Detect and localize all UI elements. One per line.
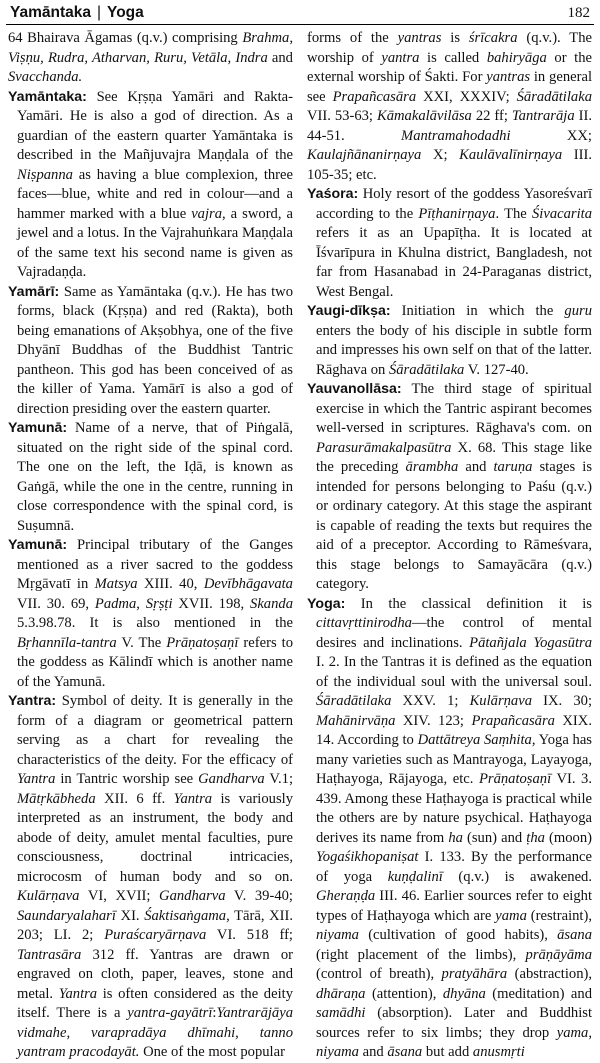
italic-term: Śāradātilaka bbox=[516, 88, 592, 105]
entry-text: enters the body of his disciple in subtle form and impresses his own self on that of the latter. Rāghava on bbox=[316, 322, 592, 378]
entry-headword: Yoga: bbox=[307, 595, 346, 612]
running-head-separator: | bbox=[97, 4, 102, 21]
entry-text: XXI, XXXIV; bbox=[416, 88, 517, 105]
dictionary-entry-yantra-cont bbox=[307, 29, 592, 185]
entry-text: XI. bbox=[115, 907, 145, 924]
italic-term: Yogaśikhopaniṣat bbox=[316, 849, 419, 865]
dictionary-entry-yantra bbox=[8, 692, 293, 1063]
italic-term: taruṇa bbox=[493, 459, 533, 475]
entry-headword: Yamārī: bbox=[8, 283, 60, 300]
entry-text: 5.3.98.78. It is also mentioned in the bbox=[17, 615, 293, 631]
running-head bbox=[6, 0, 594, 24]
italic-term: Tantrarāja bbox=[511, 108, 575, 124]
entry-text: (absorption). Later and Buddhist sources refer to six limbs; they drop bbox=[316, 1005, 592, 1041]
entry-text: XIII. 40, bbox=[137, 576, 204, 592]
dictionary-entry-yaugi-diksa bbox=[307, 302, 592, 380]
entry-text: in general see bbox=[307, 69, 593, 105]
italic-term: Mantramahodadhi bbox=[401, 127, 511, 144]
italic-term: cittavṛttinirodha bbox=[316, 615, 412, 631]
italic-term: śrīcakra bbox=[468, 30, 518, 46]
italic-term: Gandharva bbox=[198, 771, 265, 787]
italic-term: guru bbox=[564, 303, 592, 319]
italic-term: Prāṇatoṣaṇī bbox=[478, 771, 552, 787]
italic-term: Kulārṇava bbox=[469, 693, 533, 709]
entry-text: (attention), bbox=[365, 985, 443, 1002]
entry-text: , Yoga has many varieties such as Mantrayoga, Layayoga, Haṭhayoga, Rājayoga, etc. bbox=[316, 732, 592, 787]
italic-term: Parasurāmakalpasūtra bbox=[316, 439, 452, 456]
italic-term: Bṛhannīla-tantra bbox=[17, 634, 117, 651]
italic-term: Mahānirvāṇa bbox=[316, 712, 396, 729]
header-rule bbox=[6, 24, 594, 25]
entry-text: forms of the bbox=[307, 30, 398, 46]
entry-text: (control of breath), bbox=[316, 966, 442, 982]
italic-term: Devībhāgavata bbox=[203, 576, 293, 592]
italic-term: ha bbox=[448, 829, 463, 846]
entry-headword: Yaugi-dīkṣa: bbox=[307, 303, 391, 319]
italic-term: yama bbox=[556, 1024, 589, 1041]
entry-text: V. The bbox=[116, 634, 167, 651]
italic-term: Svacchanda. bbox=[8, 69, 83, 85]
italic-term: Saundaryalaharī bbox=[17, 907, 116, 924]
entry-text: XII. 6 ff. bbox=[95, 790, 174, 807]
italic-term: bahiryāga bbox=[486, 49, 547, 66]
entry-text: XIX. 14. According to bbox=[316, 712, 592, 748]
italic-term: Prapañcasāra bbox=[471, 712, 555, 729]
italic-term: Niṣpanna bbox=[17, 166, 73, 183]
italic-term: Yantra bbox=[17, 771, 56, 787]
two-column-body bbox=[6, 29, 594, 1063]
entry-text: VII. 30. 69, bbox=[17, 595, 95, 612]
italic-term: Matsya bbox=[94, 576, 138, 592]
entry-text: (meditation) and bbox=[485, 985, 592, 1002]
italic-term: Mātṛkābheda bbox=[17, 790, 96, 807]
entry-text: (restraint), bbox=[526, 907, 592, 924]
entry-text: In the classical definition it is bbox=[345, 595, 592, 612]
italic-term: Pātañjala Yogasūtra bbox=[469, 634, 592, 651]
italic-term: kuṇḍalinī bbox=[387, 868, 443, 885]
entry-text: Symbol of deity. It is generally in the form of a diagram or geometrical pattern serving as a chart for revealing the characteristics of the deity. For the efficacy of bbox=[17, 693, 293, 768]
entry-text: The third stage of spiritual exercise in which the Tantric aspirant becomes well-versed in scriptures. Rāghava's com. on bbox=[316, 381, 592, 436]
entry-text: One of the most popular bbox=[139, 1044, 285, 1060]
italic-term: Yantrarājāya vidmahe, varapradāya dhīmahi, tanno yantram pracodayāt. bbox=[17, 1005, 293, 1060]
running-head-first-entry: Yamāntaka bbox=[10, 4, 91, 21]
italic-term: yantra-gayātrī bbox=[127, 1005, 213, 1021]
italic-term: Śaktisaṅgama bbox=[144, 907, 227, 924]
dictionary-entry-yasora bbox=[307, 185, 592, 302]
italic-term: ārambha bbox=[405, 459, 459, 475]
italic-term: Kāmakalāvilāsa bbox=[376, 108, 472, 124]
entry-text: X; bbox=[421, 147, 460, 163]
italic-term: Prāṇatoṣaṇī bbox=[166, 634, 239, 651]
dictionary-entry-yamuna-river bbox=[8, 536, 293, 692]
entry-text: —the control of mental desires and inclinations. bbox=[316, 615, 592, 651]
entry-text: 22 ff; bbox=[471, 108, 512, 124]
entry-text: XIV. 123; bbox=[395, 712, 472, 729]
dictionary-entry-yoga bbox=[307, 595, 592, 1063]
entry-text: but add bbox=[422, 1044, 473, 1060]
italic-term: Kaulajñānanirṇaya bbox=[307, 147, 422, 163]
italic-term: Gandharva bbox=[159, 888, 226, 904]
italic-term: Kaulāvalīnirṇaya bbox=[459, 147, 563, 163]
running-head-sections bbox=[10, 4, 144, 22]
italic-term: samādhi bbox=[316, 1005, 366, 1021]
entry-text: Initiation in which the bbox=[390, 303, 565, 319]
entry-text: (right placement of the limbs), bbox=[316, 946, 526, 963]
italic-term: Skanda bbox=[250, 595, 293, 612]
entry-text: VI. 3. 439. Among these Haṭhayoga is practical while the others are by nature psychical. Haṭhayoga derives its name from bbox=[316, 771, 592, 846]
entry-text: Name of a nerve, that of Piṅgalā, situated on the right side of the spinal cord. The one on the left, the Iḍā, is known as Gaṅgā, while the one in the centre, running in close correspondence with the spinal cord, is Suṣumnā. bbox=[17, 420, 293, 534]
entry-text: , a sword, a jewel and a lotus. In the Vajrahuṅkara Maṇḍala of the same text his second name is given as Vajradaṇḍa. bbox=[17, 205, 293, 280]
entry-text: X. 68. This stage like the preceding bbox=[316, 439, 592, 475]
dictionary-entry-yamantaka bbox=[8, 88, 293, 283]
entry-text: , bbox=[588, 1024, 592, 1041]
entry-text: (q.v.) is awakened. bbox=[442, 868, 592, 885]
dictionary-entry-bhairava bbox=[8, 29, 293, 88]
entry-text: Same as Yamāntaka (q.v.). He has two forms, black (Kṛṣṇa) and red (Rakta), both being emanations of Akṣobhya, one of the five Dhyānī Buddhas of the Buddhist Tantric pantheon. This god has been conceived of as the killer of Yama. Yamārī is also a god of direction presiding over the eastern quarter. bbox=[17, 283, 293, 417]
entry-headword: Yamāntaka: bbox=[8, 88, 87, 105]
entry-text: or the external worship of Śakti. For bbox=[307, 49, 592, 85]
entry-text: III. 105-35; etc. bbox=[307, 147, 592, 183]
entry-headword: Yamunā: bbox=[8, 420, 68, 436]
entry-text: . The bbox=[495, 205, 532, 222]
entry-text: (sun) and bbox=[462, 829, 527, 846]
entry-text: V.1; bbox=[264, 771, 293, 787]
italic-term: yama bbox=[495, 907, 527, 924]
italic-term: prāṇāyāma bbox=[525, 946, 592, 963]
entry-text: is often considered as the deity itself. There is a bbox=[17, 985, 293, 1021]
italic-term: Kulārṇava bbox=[17, 888, 80, 904]
italic-term: Puraścaryārṇava bbox=[104, 927, 207, 943]
italic-term: āsana bbox=[387, 1044, 423, 1060]
entry-text: (q.v.). The worship of bbox=[307, 30, 592, 66]
italic-term: yantras bbox=[486, 69, 531, 85]
entry-text: 312 ff. Yantras are drawn or engraved on cloth, paper, leaves, stone and metal. bbox=[17, 946, 293, 1002]
entry-text: as having a blue complexion, three faces—blue, white and red in colour—and a hammer marked with a blue bbox=[17, 166, 293, 222]
italic-term: niyama bbox=[316, 927, 359, 943]
entry-headword: Yantra: bbox=[8, 693, 57, 709]
entry-text: is called bbox=[419, 49, 487, 66]
italic-term: Brahma, Viṣṇu, Rudra, Atharvan, Ruru, Vetāla, Indra bbox=[8, 30, 293, 66]
entry-text: IX. 30; bbox=[532, 693, 592, 709]
entry-headword: Yauvanollāsa: bbox=[307, 381, 402, 397]
entry-text: refers it as an Upapīṭha. It is located at Īśvarīpura in Khulna district, Bangladesh, not far from Hasanabad in 24-Paraganas district, West Bengal. bbox=[316, 225, 592, 300]
entry-text: III. 46. Earlier sources refer to eight types of Haṭhayoga which are bbox=[316, 888, 592, 924]
page-number: 182 bbox=[567, 5, 590, 21]
entry-text: refers to the goddess as Kālindī which is another name of the Yamunā. bbox=[17, 634, 293, 690]
italic-term: Śivacarita bbox=[532, 205, 592, 222]
entry-text: stages is intended for persons belonging to Paśu (q.v.) or ordinary category. At this stage the aspirant is capable of reading the texts but requires the aid of a preceptor. According to Rāmeśvara, this stage belongs to Samayācāra (q.v.) category. bbox=[316, 459, 592, 592]
dictionary-entry-yauvanollasa bbox=[307, 380, 592, 595]
entry-text: Principal tributary of the Ganges mentioned as a river sacred to the goddess Mṛgāvatī in bbox=[17, 537, 293, 592]
italic-term: Tantrasāra bbox=[17, 946, 82, 963]
entry-headword: Yamunā: bbox=[8, 537, 68, 553]
italic-term: yantras bbox=[397, 30, 442, 46]
italic-term: anusmṛti bbox=[472, 1044, 525, 1060]
running-head-last-entry: Yoga bbox=[107, 4, 144, 21]
italic-term: Śāradātilaka bbox=[316, 693, 392, 709]
entry-text: XVII. 198, bbox=[172, 595, 251, 612]
entry-text: , bbox=[136, 595, 146, 612]
entry-text: : bbox=[212, 1005, 217, 1021]
entry-text: VII. 53-63; bbox=[307, 108, 377, 124]
entry-text: V. 39-40; bbox=[225, 888, 293, 904]
italic-term: dhāraṇa bbox=[316, 985, 366, 1002]
italic-term: vajra bbox=[191, 205, 223, 222]
entry-text: Holy resort of the goddess Yasoreśvarī according to the bbox=[316, 186, 592, 222]
entry-text: in Tantric worship see bbox=[55, 771, 199, 787]
entry-text: is bbox=[441, 30, 469, 46]
italic-term: Prapañcasāra bbox=[332, 88, 417, 105]
italic-term: āsana bbox=[557, 927, 592, 943]
italic-term: Dattātreya Saṃhita bbox=[417, 732, 532, 748]
italic-term: Pīṭhanirṇaya bbox=[418, 205, 496, 222]
entry-text: See Kṛṣṇa Yamāri and Rakta-Yamāri. He is also a god of direction. As a guardian of the eastern quarter Yamāntaka is described in the Mañjuvajra Maṇḍala of the bbox=[17, 88, 293, 163]
dictionary-entry-yamuna-nerve bbox=[8, 419, 293, 536]
entry-text: (abstraction), bbox=[507, 966, 592, 982]
dictionary-entry-yamari bbox=[8, 283, 293, 420]
italic-term: Yantra bbox=[173, 790, 213, 807]
entry-text: (cultivation of good habits), bbox=[358, 927, 558, 943]
italic-term: pratyāhāra bbox=[441, 966, 508, 982]
entry-text: and bbox=[358, 1044, 388, 1060]
left-column bbox=[8, 29, 293, 1063]
italic-term: Gheraṇḍa bbox=[316, 888, 376, 904]
italic-term: yantra bbox=[381, 49, 420, 66]
italic-term: dhyāna bbox=[442, 985, 486, 1002]
italic-term: Śāradātilaka bbox=[388, 361, 465, 378]
italic-term: ṭha bbox=[526, 829, 545, 846]
entry-text: is variously interpreted as an instrument, the body and abode of deity, amulet mental faculties, pure consciousness, doctrinal intricacies, microcosm of human body and so on. bbox=[17, 790, 293, 885]
entry-text: XXV. 1; bbox=[391, 693, 470, 709]
entry-text: , Tārā, XII. 203; LI. 2; bbox=[17, 907, 293, 943]
entry-text: II. 44-51. bbox=[307, 108, 592, 144]
entry-text: VI. 518 ff; bbox=[206, 927, 293, 943]
entry-text: I. 2. In the Tantras it is defined as the equation of the individual soul with the universal soul. bbox=[316, 654, 592, 690]
entry-text: XX; bbox=[510, 127, 592, 144]
italic-term: Padma bbox=[94, 595, 137, 612]
right-column bbox=[307, 29, 592, 1063]
entry-text: V. 127-40. bbox=[464, 361, 529, 378]
italic-term: niyama bbox=[316, 1044, 359, 1060]
entry-text: I. 133. By the performance of yoga bbox=[316, 849, 592, 885]
entry-text: (moon) bbox=[544, 829, 592, 846]
entry-text: VI, XVII; bbox=[79, 888, 160, 904]
entry-text: and bbox=[267, 49, 293, 66]
entry-headword: Yaśora: bbox=[307, 186, 359, 202]
italic-term: Yantra bbox=[58, 985, 98, 1002]
italic-term: Sṛṣṭi bbox=[145, 595, 173, 612]
entry-text: and bbox=[458, 459, 494, 475]
entry-text: 64 Bhairava Āgamas (q.v.) comprising bbox=[8, 30, 243, 46]
